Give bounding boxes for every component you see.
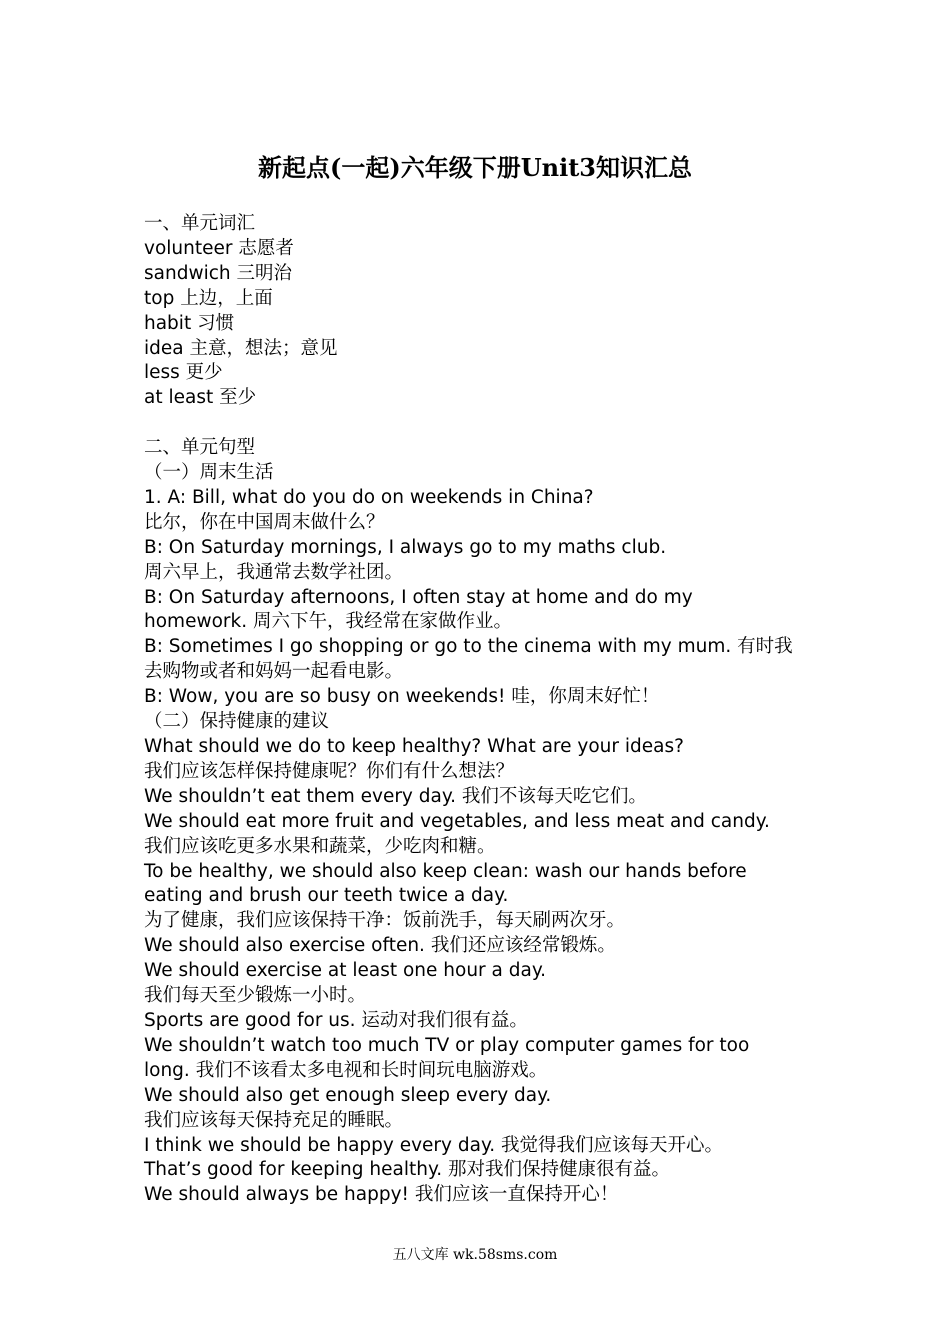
text-line: We should also exercise often. 我们还应该经常锻炼。 (144, 935, 616, 957)
text-line: 比尔，你在中国周末做什么？ (144, 511, 385, 533)
text-line: 1. A: Bill, what do you do on weekends in China? (144, 486, 594, 508)
vocab-item: top 上边，上面 (144, 287, 273, 309)
subsection-heading-weekend: （一）周末生活 (144, 462, 274, 484)
text-line: long. 我们不该看太多电视和长时间玩电脑游戏。 (144, 1059, 548, 1081)
text-line: We should also get enough sleep every day. (144, 1084, 552, 1106)
section-heading-sentences: 二、单元句型 (144, 437, 256, 459)
text-line: B: On Saturday afternoons, I often stay at home and do my (144, 586, 693, 608)
text-line: 为了健康，我们应该保持干净：饭前洗手，每天刷两次牙。 (144, 910, 626, 932)
vocab-item: habit 习惯 (144, 312, 235, 334)
text-line: What should we do to keep healthy? What are your ideas? (144, 736, 684, 758)
vocab-item: idea 主意，想法；意见 (144, 337, 338, 359)
page-footer: 五八文库 wk.58sms.com (392, 1247, 558, 1263)
weekend-dialogue (144, 486, 824, 710)
vocab-item: volunteer 志愿者 (144, 237, 294, 259)
text-line: B: Sometimes I go shopping or go to the cinema with my mum. 有时我 (144, 636, 793, 658)
text-line: 周六早上，我通常去数学社团。 (144, 561, 404, 583)
spacer (144, 411, 824, 436)
text-line: We should exercise at least one hour a day. (144, 960, 547, 982)
vocab-list (144, 237, 824, 411)
text-line: We should always be happy! 我们应该一直保持开心！ (144, 1184, 619, 1206)
health-advice (144, 735, 824, 1208)
text-line: We should eat more fruit and vegetables, and less meat and candy. (144, 810, 770, 832)
text-line: B: Wow, you are so busy on weekends! 哇，你周末好忙！ (144, 686, 660, 708)
text-line: Sports are good for us. 运动对我们很有益。 (144, 1009, 528, 1031)
text-line: 我们应该每天保持充足的睡眠。 (144, 1109, 404, 1131)
page-title: 新起点(一起)六年级下册Unit3知识汇总 (258, 153, 692, 182)
text-line: We shouldn’t eat them every day. 我们不该每天吃它们。 (144, 785, 647, 807)
vocab-item: sandwich 三明治 (144, 262, 292, 284)
text-line: 我们应该怎样保持健康呢？你们有什么想法？ (144, 760, 515, 782)
text-line: eating and brush our teeth twice a day. (144, 885, 509, 907)
vocab-item: less 更少 (144, 362, 223, 384)
text-line: homework. 周六下午，我经常在家做作业。 (144, 611, 512, 633)
subsection-heading-health: （二）保持健康的建议 (144, 711, 330, 733)
text-line: 我们应该吃更多水果和蔬菜，少吃肉和糖。 (144, 835, 496, 857)
text-line: 去购物或者和妈妈一起看电影。 (144, 661, 404, 683)
vocab-item: at least 至少 (144, 387, 257, 409)
text-line: 我们每天至少锻炼一小时。 (144, 985, 367, 1007)
section-heading-vocab: 一、单元词汇 (144, 213, 256, 234)
text-line: That’s good for keeping healthy. 那对我们保持健康很有益。 (144, 1159, 671, 1181)
text-line: B: On Saturday mornings, I always go to my maths club. (144, 536, 667, 558)
text-line: We shouldn’t watch too much TV or play computer games for too (144, 1034, 750, 1056)
text-line: I think we should be happy every day. 我觉得我们应该每天开心。 (144, 1134, 724, 1156)
document-body (144, 212, 824, 1208)
text-line: To be healthy, we should also keep clean: wash our hands before (144, 860, 747, 882)
